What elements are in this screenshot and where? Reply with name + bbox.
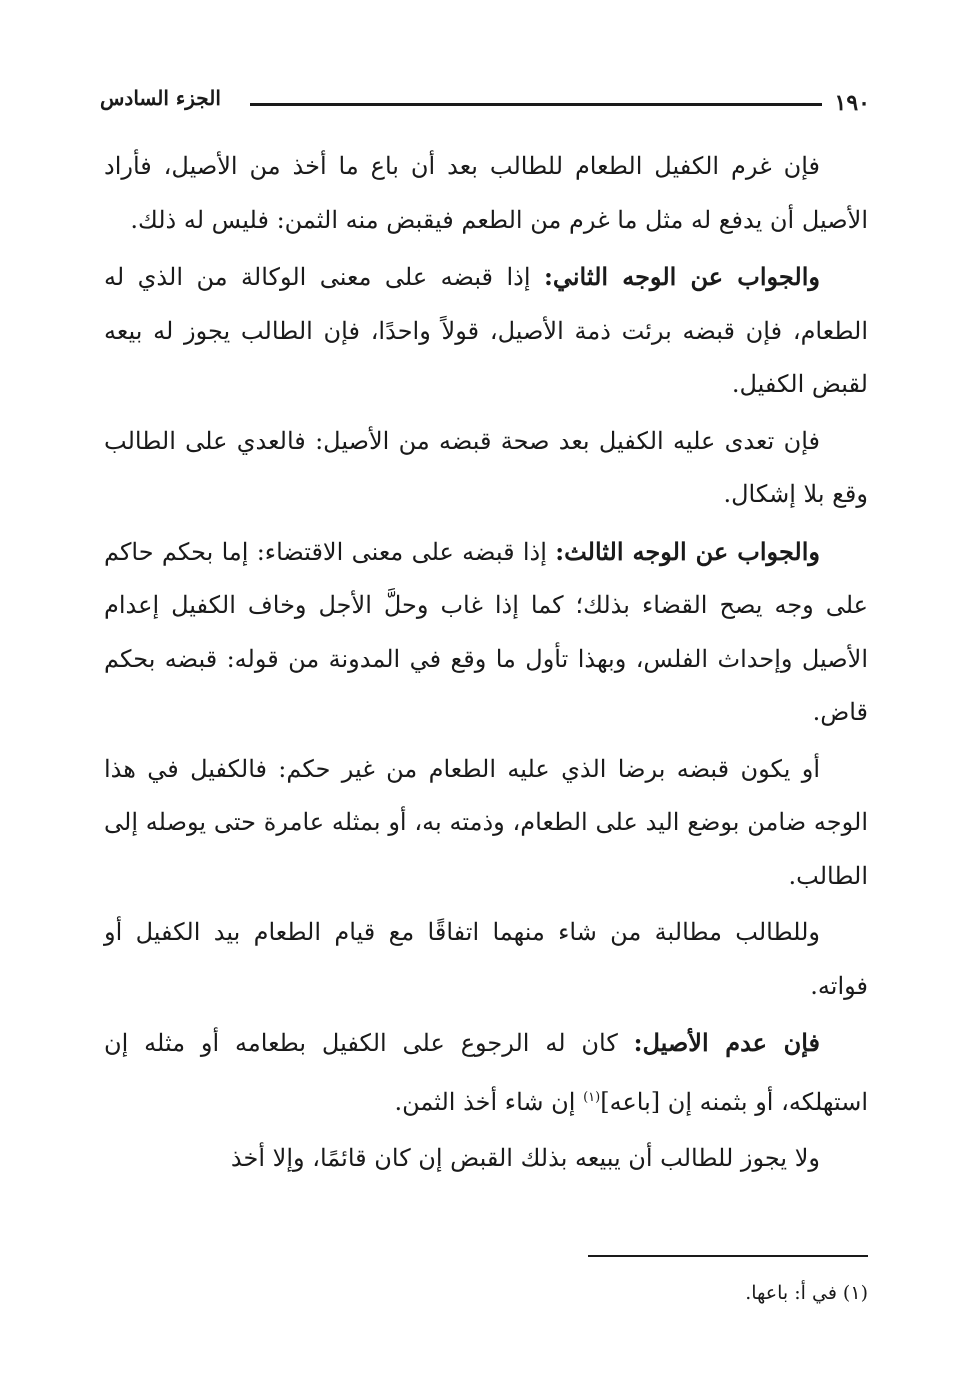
body-text [104,140,868,1189]
header-rule [250,103,822,106]
paragraph-lead: والجواب عن الوجه الثاني: [543,262,820,291]
paragraph-text: إذا قبضه على معنى الوكالة من الذي له الطعام، فإن قبضه برئت ذمة الأصيل، قولاً واحدًا، فإن الطالب يجوز له بيعه لقبض الكفيل. [104,263,868,398]
paragraph [104,1132,868,1186]
paragraph-lead: والجواب عن الوجه الثالث: [555,536,821,566]
running-title: الجزء السادس [100,86,221,110]
paragraph-text: فإن تعدى عليه الكفيل بعد صحة قبضه من الأصيل: فالعدي على الطالب وقع بلا إشكال. [104,426,868,508]
footnote-ref: (١) [583,1089,601,1105]
page-number: ١٩٠ [834,90,870,116]
paragraph [104,743,868,904]
paragraph [104,525,868,740]
paragraph-text: ولا يجوز للطالب أن يبيعه بذلك القبض إن كان قائمًا، وإلا أخذ [230,1144,820,1172]
paragraph-text: إذا قبضه على معنى الاقتضاء: إما بحكم حاكم على وجه يصح القضاء بذلك؛ كما إذا غاب وحلَّ الأجل وخاف الكفيل إعدام الأصيل وإحداث الفلس، وبهذا تأول ما وقع في المدونة من قوله: قبضه بحكم قاض. [104,537,868,726]
footnote-rule [588,1255,868,1257]
paragraph [104,1016,868,1129]
footnote: (١) في أ: باعها. [745,1282,868,1304]
paragraph-text: فإن غرم الكفيل الطعام للطالب بعد أن باع ما أخذ من الأصيل، فأراد الأصيل أن يدفع له مثل ما غرم من الطعم فيقبض منه الثمن: فليس له ذلك. [104,152,868,234]
paragraph [104,906,868,1013]
paragraph-text: وللطالب مطالبة من شاء منهما اتفاقًا مع قيام الطعام بيد الكفيل أو فواته. [104,918,868,1000]
paragraph [104,250,868,412]
paragraph [104,140,868,247]
paragraph-lead: فإن عدم الأصيل: [633,1028,820,1057]
page-header [100,82,870,122]
paragraph-text: أو يكون قبضه برضا الذي عليه الطعام من غير حكم: فالكفيل في هذا الوجه ضامن بوضع اليد على الطعام، وذمته به، أو بمثله عامرة حتى يوصله إلى الطالب. [104,754,868,890]
paragraph-text-after: إن شاء أخذ الثمن. [394,1087,584,1116]
paragraph-text: كان له الرجوع على الكفيل بطعامه أو مثله إن استهلكه، أو بثمنه إن [باعه] [104,1029,868,1116]
paragraph [104,415,868,522]
